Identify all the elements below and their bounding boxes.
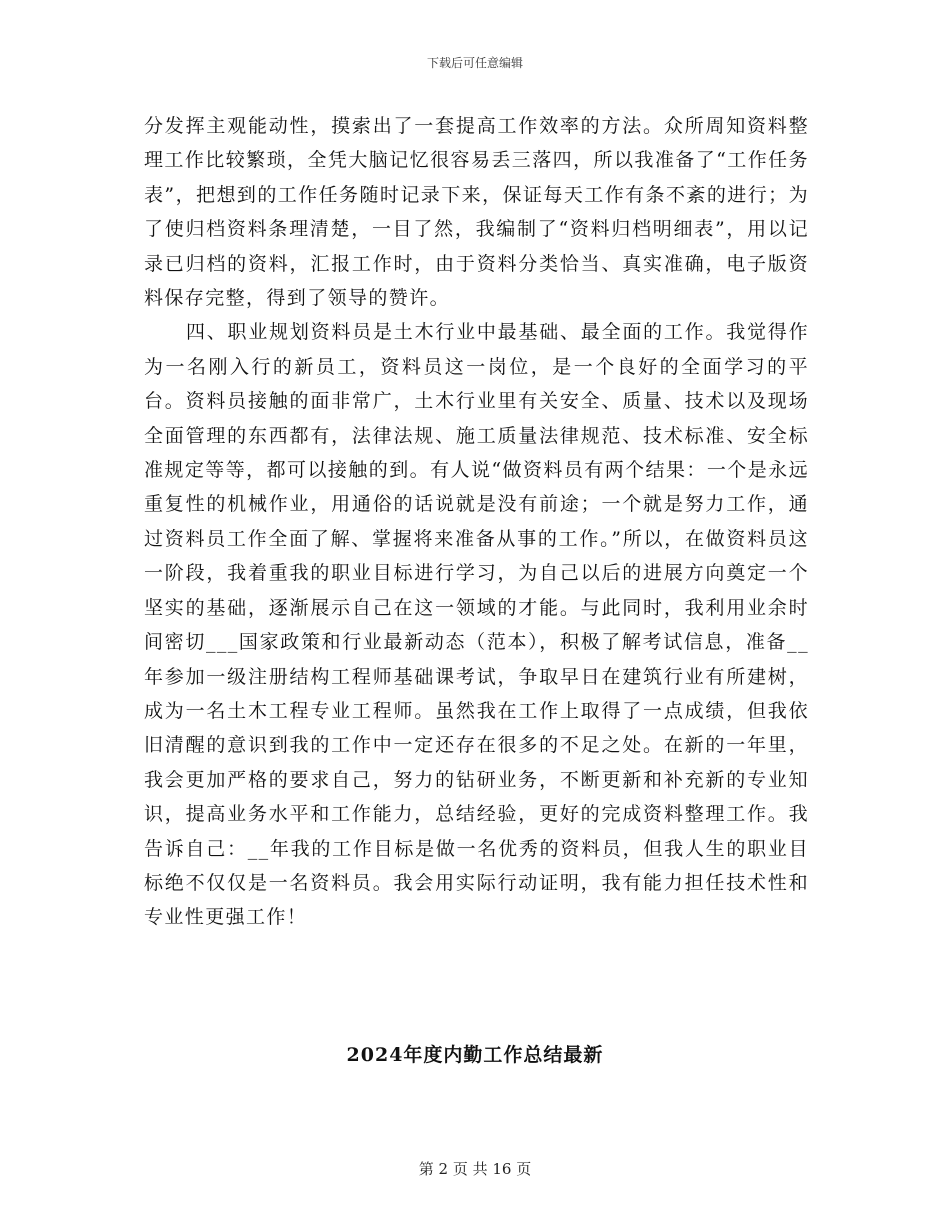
page-header: 下载后可任意编辑 [426,56,523,70]
document-body [144,109,809,935]
section-title: 2024年度内勤工作总结最新 [346,1044,604,1066]
page-footer: 第 2 页 共 16 页 [418,1160,532,1178]
paragraph-career-planning: 四、职业规划资料员是土木行业中最基础、最全面的工作。我觉得作为一名刚入行的新员工，资料员这一岗位，是一个良好的全面学习的平台。资料员接触的面非常广，土木行业里有关安全、质量、技术以及现场全面管理的东西都有，法律法规、施工质量法律规范、技术标准、安全标准规定等等，都可以接触的到。有人说“做资料员有两个结果：一个是永远重复性的机械作业，用通俗的话说就是没有前途；一个就是努力工作，通过资料员工作全面了解、掌握将来准备从事的工作。”所以，在做资料员这一阶段，我着重我的职业目标进行学习，为自己以后的进展方向奠定一个坚实的基础，逐渐展示自己在这一领域的才能。与此同时，我利用业余时间密切___国家政策和行业最新动态（范本），积极了解考试信息，准备__年参加一级注册结构工程师基础课考试，争取早日在建筑行业有所建树，成为一名土木工程专业工程师。虽然我在工作上取得了一点成绩，但我依旧清醒的意识到我的工作中一定还存在很多的不足之处。在新的一年里，我会更加严格的要求自己，努力的钻研业务，不断更新和补充新的专业知识，提高业务水平和工作能力，总结经验，更好的完成资料整理工作。我告诉自己：__年我的工作目标是做一名优秀的资料员，但我人生的职业目标绝不仅仅是一名资料员。我会用实际行动证明，我有能力担任技术性和专业性更强工作！ [144,321,809,929]
paragraph-continued: 分发挥主观能动性，摸索出了一套提高工作效率的方法。众所周知资料整理工作比较繁琐，全凭大脑记忆很容易丢三落四，所以我准备了“工作任务表”，把想到的工作任务随时记录下来，保证每天工作有条不紊的进行；为了使归档资料条理清楚，一目了然，我编制了“资料归档明细表”，用以记录已归档的资料，汇报工作时，由于资料分类恰当、真实准确，电子版资料保存完整，得到了领导的赞许。 [144,115,809,310]
